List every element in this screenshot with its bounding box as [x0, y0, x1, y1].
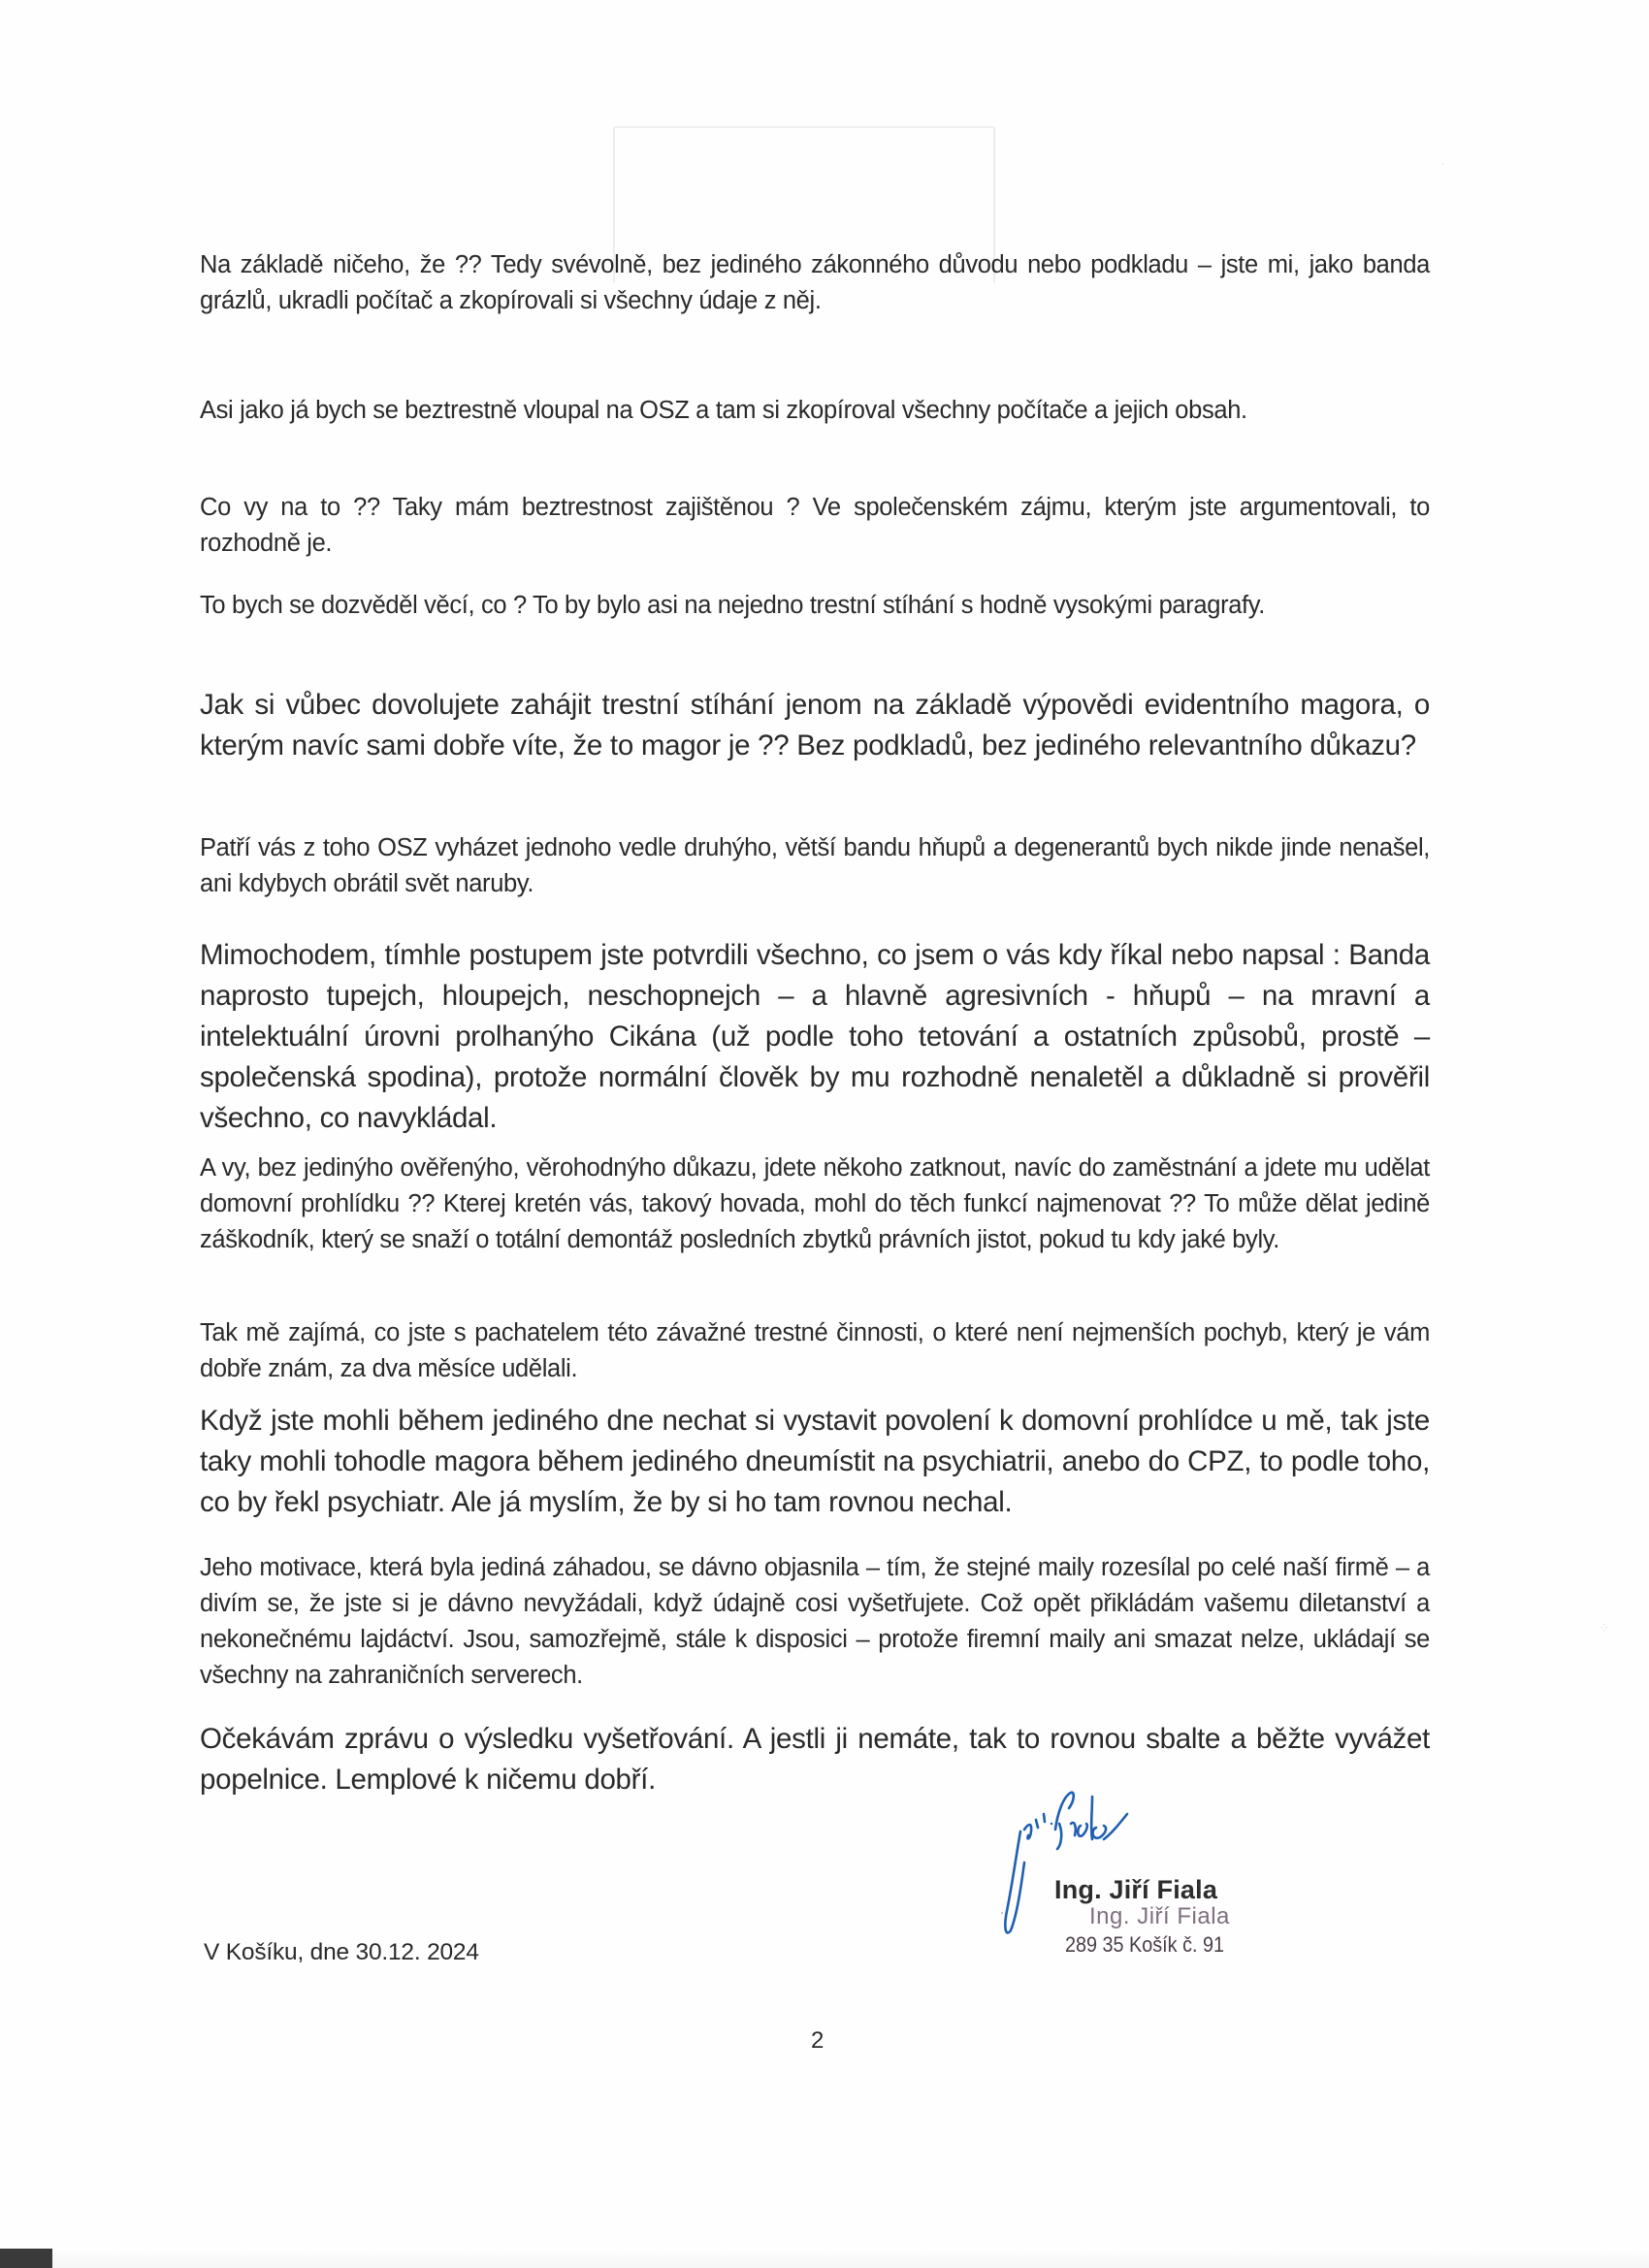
paragraph: Patří vás z toho OSZ vyházet jednoho vedle druhýho, větší bandu hňupů a degenerantů bych nikde jinde nenašel, ani kdybych obrátil svět naruby. [200, 834, 1430, 897]
scan-speck: ⁘ [1599, 1620, 1610, 1636]
paragraph: Jak si vůbec dovolujete zahájit trestní stíhání jenom na základě výpovědi evidentního magora, o kterým navíc sami dobře víte, že to magor je ?? Bez podkladů, bez jediného relevantního důkazu? [200, 689, 1430, 761]
paragraph: To bych se dozvěděl věcí, co ? To by bylo asi na nejedno trestní stíhání s hodně vysokými paragrafy. [200, 592, 1266, 619]
paragraph: Jeho motivace, která byla jediná záhadou, se dávno objasnila – tím, že stejné maily rozesílal po celé naší firmě – a divím se, že jste si je dávno nevyžádali, když údajně cosi vyšetřujete. Což opět přikládám vašemu diletanství a nekonečnému lajdáctví. Jsou, samozřejmě, stále k disposici – protože firemní maily ani smazat nelze, ukládají se všechny na zahraničních serverech. [200, 1554, 1430, 1689]
scan-corner-artifact [0, 2249, 52, 2268]
paragraph: Když jste mohli během jediného dne nechat si vystavit povolení k domovní prohlídce u mě, tak jste taky mohli tohodle magora během jediného dneumístit na psychiatrii, anebo do CPZ, to podle toho, co by řekl psychiatr. Ale já myslím, že by si ho tam rovnou nechal. [200, 1405, 1430, 1518]
scan-edge-artifact [52, 2247, 1649, 2268]
paragraph: Tak mě zajímá, co jste s pachatelem této závažné trestné činnosti, o které není nejmenších pochyb, který je vám dobře znám, za dva měsíce udělali. [200, 1319, 1430, 1382]
page-number: 2 [811, 2027, 824, 2054]
stamp-name: Ing. Jiří Fiala [1089, 1903, 1230, 1929]
paragraph: Co vy na to ?? Taky mám beztrestnost zajištěnou ? Ve společenském zájmu, kterým jste argumentovali, to rozhodně je. [200, 494, 1430, 557]
paragraph: Na základě ničeho, že ?? Tedy svévolně, bez jediného zákonného důvodu nebo podkladu – jste mi, jako banda grázlů, ukradli počítač a zkopírovali si všechny údaje z něj. [200, 251, 1430, 314]
stamp-address: 289 35 Košík č. 91 [1065, 1932, 1225, 1957]
paragraph: Očekávám zprávu o výsledku vyšetřování. A jestli ji nemáte, tak to rovnou sbalte a běžte vyvážet popelnice. Lemplové k ničemu dobří. [200, 1723, 1430, 1796]
typed-signatory-name: Ing. Jiří Fiala [1054, 1875, 1218, 1904]
scan-speck: · [1440, 155, 1445, 171]
signature-block [999, 1785, 1329, 1957]
place-and-date: V Košíku, dne 30.12. 2024 [204, 1939, 479, 1965]
paragraph: Asi jako já bych se beztrestně vloupal na OSZ a tam si zkopíroval všechny počítače a jejich obsah. [200, 397, 1247, 424]
paragraph: A vy, bez jedinýho ověřenýho, věrohodnýho důkazu, jdete někoho zatknout, navíc do zaměstnání a jdete mu udělat domovní prohlídku ?? Kterej kretén vás, takový hovada, mohl do těch funkcí najmenovat ?? To může dělat jedině záškodník, který se snaží o totální demontáž posledních zbytků právních jistot, pokud tu kdy jaké byly. [200, 1154, 1430, 1253]
paragraph: Mimochodem, tímhle postupem jste potvrdili všechno, co jsem o vás kdy říkal nebo napsal : Banda naprosto tupejch, hloupejch, neschopnejch – a hlavně agresivních - hňupů – na mravní a intelektuální úrovni prolhanýho Cikána (už podle toho tetování a ostatních způsobů, prostě – společenská spodina), protože normální člověk by mu rozhodně nenaletěl a důkladně si prověřil všechno, co navykládal. [200, 939, 1430, 1134]
